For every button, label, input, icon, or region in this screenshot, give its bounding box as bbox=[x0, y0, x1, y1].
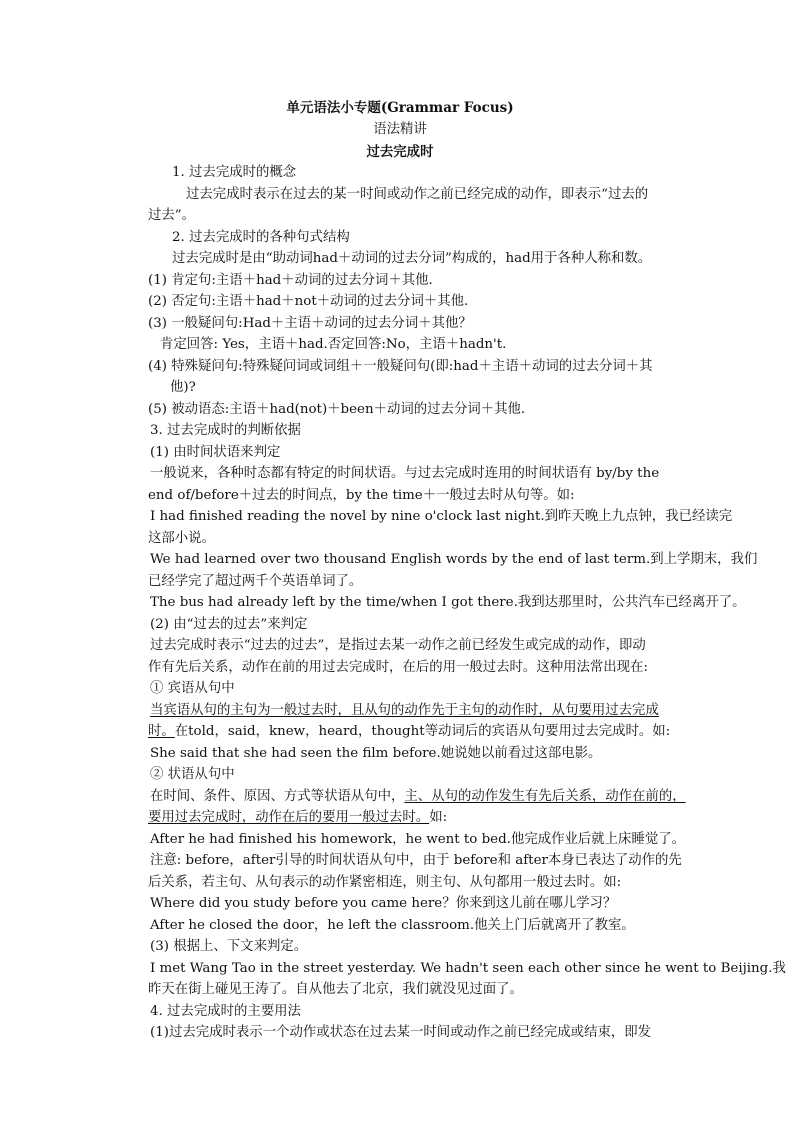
underlined-rule: 当宾语从句的主句为一般过去时，且从句的动作先于主句的动作时，从句要用过去完成 bbox=[150, 703, 659, 718]
example-sentence: I met Wang Tao in the street yesterday. We hadn't seen each other since he went to Beijing.我 bbox=[150, 961, 786, 976]
paragraph-line: 作有先后关系，动作在前的用过去完成时，在后的用一般过去时。这种用法常出现在: bbox=[148, 660, 648, 675]
example-sentence: She said that she had seen the film before.她说她以前看过这部电影。 bbox=[150, 746, 602, 761]
example-sentence-continued: 已经学完了超过两千个英语单词了。 bbox=[148, 574, 363, 589]
example-sentence-continued: 昨天在街上碰见王涛了。自从他去了北京，我们就没见过面了。 bbox=[148, 982, 523, 997]
example-sentence: We had learned over two thousand English words by the end of last term.到上学期末，我们 bbox=[150, 552, 758, 567]
note-line: 后关系，若主句、从句表示的动作紧密相连，则主句、从句都用一般过去时。如: bbox=[148, 875, 622, 890]
underlined-rule: 主、从句的动作发生有先后关系，动作在前的， bbox=[404, 789, 686, 804]
paragraph-line: (1)过去完成时表示一个动作或状态在过去某一时间或动作之前已经完成或结束，即发 bbox=[150, 1025, 652, 1040]
paragraph-text: 在时间、条件、原因、方式等状语从句中， bbox=[150, 789, 405, 804]
section-2-heading: 2. 过去完成时的各种句式结构 bbox=[172, 230, 350, 245]
document-subtitle: 语法精讲 bbox=[373, 122, 427, 137]
section-1-heading: 1. 过去完成时的概念 bbox=[172, 165, 297, 180]
subsection-heading: ① 宾语从句中 bbox=[150, 681, 235, 696]
section-3-heading: 3. 过去完成时的判断依据 bbox=[150, 423, 301, 438]
structure-item: (5) 被动语态:主语＋had(not)＋been＋动词的过去分词＋其他. bbox=[148, 402, 526, 417]
subsection-heading: ② 状语从句中 bbox=[150, 767, 235, 782]
section-1-paragraph-line: 过去”。 bbox=[148, 208, 196, 223]
structure-item-continued: 他)? bbox=[170, 380, 196, 395]
note-line: 注意: before，after引导的时间状语从句中，由于 before和 after本身已表达了动作的先 bbox=[150, 853, 682, 868]
structure-item: (1) 肯定句:主语＋had＋动词的过去分词＋其他. bbox=[148, 273, 433, 288]
paragraph-line: 过去完成时表示“过去的过去”，是指过去某一动作之前已经发生或完成的动作，即动 bbox=[150, 638, 646, 653]
structure-item: (4) 特殊疑问句:特殊疑问词或词组＋一般疑问句(即:had＋主语＋动词的过去分词＋其 bbox=[148, 359, 653, 374]
example-sentence: The bus had already left by the time/when I got there.我到达那里时，公共汽车已经离开了。 bbox=[150, 595, 746, 610]
paragraph-line bbox=[150, 788, 686, 806]
paragraph-text: 在told，said，knew，heard，thought等动词后的宾语从句要用过去完成时。如: bbox=[174, 724, 671, 739]
section-4-heading: 4. 过去完成时的主要用法 bbox=[150, 1004, 301, 1019]
section-1-paragraph-line: 过去完成时表示在过去的某一时间或动作之前已经完成的动作，即表示“过去的 bbox=[186, 187, 649, 202]
example-sentence: After he had finished his homework，he went to bed.他完成作业后就上床睡觉了。 bbox=[150, 832, 686, 847]
subsection-heading: (1) 由时间状语来判定 bbox=[150, 445, 281, 460]
example-sentence: I had finished reading the novel by nine o'clock last night.到昨天晚上九点钟，我已经读完 bbox=[150, 509, 733, 524]
paragraph-line: 一般说来，各种时态都有特定的时间状语。与过去完成时连用的时间状语有 by/by the bbox=[150, 466, 660, 481]
subsection-heading: (3) 根据上、下文来判定。 bbox=[150, 939, 308, 954]
paragraph-line: end of/before＋过去的时间点，by the time＋一般过去时从句等。如: bbox=[148, 488, 575, 503]
structure-item: (2) 否定句:主语＋had＋not＋动词的过去分词＋其他. bbox=[148, 294, 469, 309]
example-sentence-continued: 这部小说。 bbox=[148, 531, 215, 546]
document-title: 单元语法小专题(Grammar Focus) bbox=[286, 100, 514, 116]
topic-heading: 过去完成时 bbox=[366, 144, 434, 160]
paragraph-text: 如: bbox=[429, 810, 448, 825]
paragraph-line bbox=[148, 809, 447, 827]
section-2-intro: 过去完成时是由“助动词had＋动词的过去分词”构成的，had用于各种人称和数。 bbox=[172, 251, 652, 266]
paragraph-line bbox=[148, 723, 670, 741]
subsection-heading: (2) 由“过去的过去”来判定 bbox=[150, 617, 308, 632]
example-sentence: Where did you study before you came here？你来到这儿前在哪儿学习？ bbox=[150, 896, 617, 911]
structure-item: (3) 一般疑问句:Had＋主语＋动词的过去分词＋其他？ bbox=[148, 316, 472, 331]
underlined-rule: 时。 bbox=[148, 724, 175, 739]
structure-item-answer: 肯定回答: Yes，主语＋had.否定回答:No，主语＋hadn't. bbox=[160, 337, 507, 352]
underlined-rule: 要用过去完成时，动作在后的要用一般过去时。 bbox=[148, 810, 430, 825]
example-sentence: After he closed the door，he left the classroom.他关上门后就离开了教室。 bbox=[150, 918, 635, 933]
